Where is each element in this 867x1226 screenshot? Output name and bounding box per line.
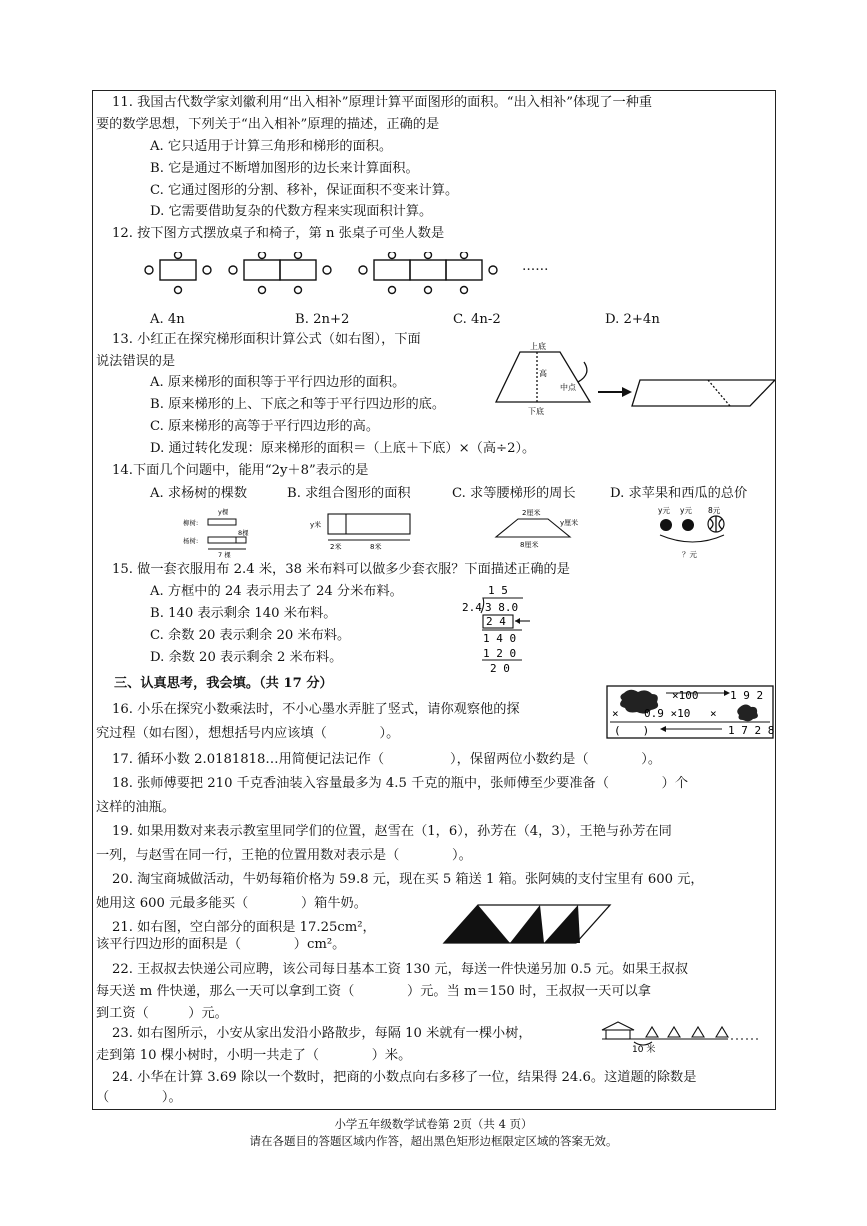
trapezoid-figure (490, 340, 775, 420)
q12-option-c: C. 4n-2 (453, 312, 501, 327)
q15-option-c: C. 余数 20 表示剩余 20 米布料。 (150, 628, 351, 643)
tree-icon (692, 1027, 704, 1037)
division-120: 1 2 0 (483, 647, 517, 660)
parallelogram-figure (440, 902, 620, 946)
poplar-label: 杨树: (183, 537, 199, 545)
tree-icon (646, 1027, 658, 1037)
q22-line2: 每天送 m 件快递，那么一天可以拿到工资（ ）元。当 m＝150 时，王叔叔一天可以拿 (96, 984, 651, 999)
mid-factor: 0.9 ×10 (644, 707, 691, 720)
q21-line1: 21. 如右图，空白部分的面积是 17.25cm²， (112, 920, 376, 935)
q13-option-a: A. 原来梯形的面积等于平行四边形的面积。 (150, 375, 406, 390)
answer-paren: ( ) (614, 724, 650, 737)
q11-stem-line2: 要的数学思想，下列关于“出入相补”原理的描述，正确的是 (96, 117, 440, 132)
trap-mid-label: 中点 (560, 383, 576, 392)
q13-stem-line2: 说法错误的是 (96, 354, 176, 369)
page-footer: 小学五年级数学试卷第 2页（共 4 页） (334, 1117, 533, 1131)
multiplication-ink-figure (606, 685, 774, 739)
division-remainder: 2 0 (490, 662, 510, 675)
q15-option-d: D. 余数 20 表示剩余 2 米布料。 (150, 650, 343, 665)
ten-meter-label: 10 米 (632, 1045, 656, 1054)
q12-stem: 12. 按下图方式摆放桌子和椅子，第 n 张桌子可坐人数是 (112, 226, 445, 241)
q24-line1: 24. 小华在计算 3.69 除以一个数时，把商的小数点向右多移了一位，结果得 24.6。这道题的除数是 (112, 1070, 697, 1085)
division-divisor: 2.4 (462, 601, 482, 614)
q12-option-d: D. 2+4n (605, 312, 660, 327)
trap-c-bottom-label: 8厘米 (520, 541, 539, 549)
q20-line1: 20. 淘宝商城做活动，牛奶每箱价格为 59.8 元，现在买 5 箱送 1 箱。张阿姨的支付宝里有 600 元， (112, 872, 704, 887)
ink-blot-icon (737, 705, 758, 722)
q24-line2: （ ）。 (96, 1090, 182, 1105)
q14-option-d: D. 求苹果和西瓜的总价 (610, 486, 748, 501)
division-boxed-24: 2 4 (486, 615, 506, 628)
tree-icon (716, 1027, 728, 1037)
tables-chairs-figure (140, 252, 560, 298)
q14-option-c: C. 求等腰梯形的周长 (452, 486, 576, 501)
q19-line2: 一列，与赵雪在同一行，王艳的位置用数对表示是（ ）。 (96, 848, 472, 863)
q16-line2: 究过程（如右图），想想括号内应该填（ ）。 (96, 726, 400, 741)
q12-option-b: B. 2n+2 (295, 312, 350, 327)
trap-c-top-label: 2厘米 (522, 509, 541, 517)
y-trees-label: y棵 (218, 508, 229, 516)
section-3-title: 三、认真思考，我会填。（共 17 分） (114, 676, 333, 691)
q11-option-b: B. 它是通过不断增加图形的边长来计算面积。 (150, 161, 419, 176)
q11-stem-line1: 11. 我国古代数学家刘徽利用“出入相补”原理计算平面图形的面积。“出入相补”体现了一种重 (112, 95, 653, 110)
times-sign: × (612, 707, 619, 720)
trap-bottom-label: 下底 (528, 407, 544, 416)
eight-trees-label: 8棵 (238, 529, 249, 537)
q12-ellipsis: …… (522, 259, 549, 274)
q18-line2: 这样的油瓶。 (96, 800, 176, 815)
q18-line1: 18. 张师傅要把 210 千克香油装入容量最多为 4.5 千克的瓶中，张师傅至少要准备（ ）个 (112, 776, 689, 791)
division-dividend: 3 8.0 (485, 601, 519, 614)
trap-height-label: 高 (539, 369, 547, 378)
trap-top-label: 上底 (530, 342, 546, 351)
q16-line1: 16. 小乐在探究小数乘法时，不小心墨水弄脏了竖式，请你观察他的探 (112, 702, 520, 717)
q17-text: 17. 循环小数 2.0181818…用简便记法记作（ ），保留两位小数约是（ ）。 (112, 752, 662, 767)
q15-option-a: A. 方框中的 24 表示用去了 24 分米布料。 (150, 584, 403, 599)
answer-instruction: 请在各题目的答题区域内作答，超出黑色矩形边框限定区域的答案无效。 (249, 1134, 618, 1148)
q13-option-b: B. 原来梯形的上、下底之和等于平行四边形的底。 (150, 397, 446, 412)
total-price: ？元 (682, 550, 697, 559)
times-sign-2: × (710, 707, 717, 720)
division-140: 1 4 0 (483, 632, 517, 645)
tree-icon (668, 1027, 680, 1037)
q11-option-d: D. 它需要借助复杂的代数方程来实现面积计算。 (150, 204, 433, 219)
q22-line3: 到工资（ ）元。 (96, 1006, 228, 1021)
division-quotient: 1 5 (488, 584, 508, 597)
q23-line2: 走到第 10 棵小树时，小明一共走了（ ）米。 (96, 1048, 412, 1063)
composite-shape-figure (308, 508, 418, 552)
isosceles-trapezoid-figure (478, 505, 593, 551)
apple-icon (660, 519, 672, 531)
number-192: 1 9 2 (730, 689, 764, 702)
q14-stem: 14.下面几个问题中，能用“2y＋8”表示的是 (112, 463, 369, 478)
composite-two-label: 2米 (330, 543, 342, 551)
melon-price: 8元 (708, 506, 721, 515)
tree-diagram (180, 505, 260, 561)
q14-option-a: A. 求杨树的棵数 (150, 486, 248, 501)
long-division-figure (460, 583, 540, 675)
q13-stem-line1: 13. 小红正在探究梯形面积计算公式（如右图），下面 (112, 332, 421, 347)
composite-eight-label: 8米 (370, 543, 382, 551)
willow-label: 柳树: (183, 519, 199, 527)
apple1-price: y元 (658, 506, 670, 515)
q15-option-b: B. 140 表示剩余 140 米布料。 (150, 606, 337, 621)
q14-option-b: B. 求组合图形的面积 (287, 486, 411, 501)
q23-line1: 23. 如右图所示，小安从家出发沿小路散步，每隔 10 米就有一棵小树， (112, 1026, 532, 1041)
apple2-price: y元 (680, 506, 692, 515)
number-1728: 1 7 2 8 (728, 724, 774, 737)
apple-icon (682, 519, 694, 531)
trap-c-side-label: y厘米 (560, 519, 579, 527)
q13-option-c: C. 原来梯形的高等于平行四边形的高。 (150, 419, 380, 434)
q15-stem: 15. 做一套衣服用布 2.4 米，38 米布料可以做多少套衣服？下面描述正确的是 (112, 562, 570, 577)
fruit-price-figure (650, 503, 740, 561)
q12-option-a: A. 4n (150, 312, 185, 327)
q21-line2: 该平行四边形的面积是（ ）cm²。 (96, 937, 346, 952)
q13-option-d: D. 通过转化发现：原来梯形的面积＝（上底＋下底）×（高÷2）。 (150, 441, 536, 456)
q19-line1: 19. 如果用数对来表示教室里同学们的位置，赵雪在（1，6），孙芳在（4，3），王艳与孙芳在同 (112, 824, 672, 839)
house-icon (602, 1022, 634, 1030)
q11-option-c: C. 它通过图形的分割、移补，保证面积不变来计算。 (150, 183, 459, 198)
walk-path-figure (598, 1018, 768, 1054)
composite-y-label: y米 (310, 521, 322, 529)
q11-option-a: A. 它只适用于计算三角形和梯形的面积。 (150, 139, 393, 154)
q20-line2: 她用这 600 元最多能买（ ）箱牛奶。 (96, 896, 367, 911)
q22-line1: 22. 王叔叔去快递公司应聘，该公司每日基本工资 130 元，每送一件快递另加 0.5 元。如果王叔叔 (112, 962, 689, 977)
watermelon-icon (708, 516, 724, 532)
times-100: ×100 (672, 689, 699, 702)
seven-trees-label: 7 棵 (218, 551, 231, 559)
